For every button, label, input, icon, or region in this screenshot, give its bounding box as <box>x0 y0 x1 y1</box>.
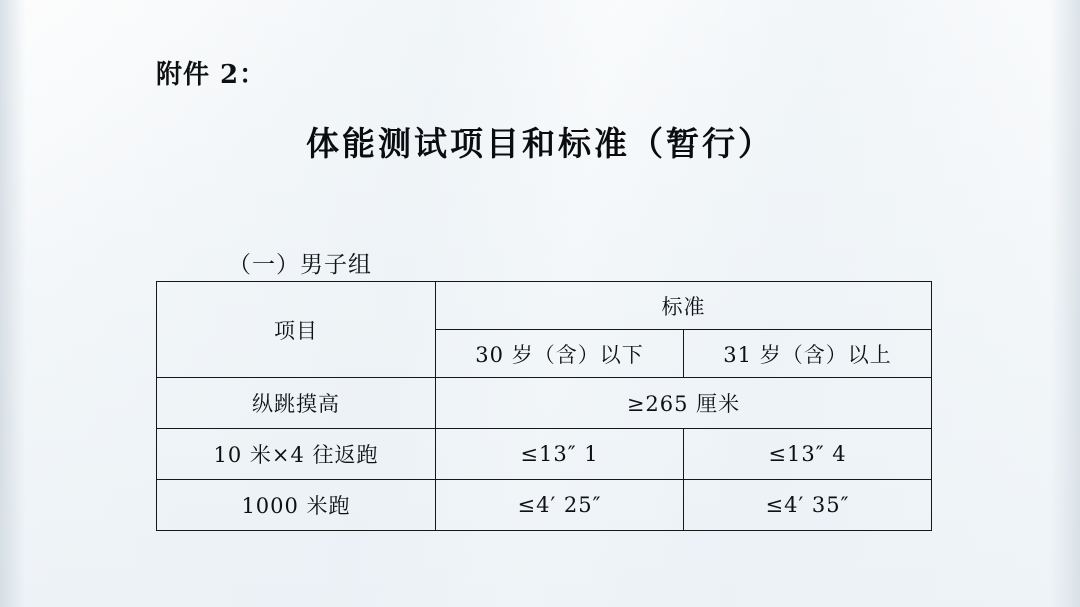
table-cell-value-over: ≤4′ 35″ <box>684 480 932 531</box>
table-header-item: 项目 <box>157 282 436 378</box>
page-title: 体能测试项目和标准（暂行） <box>306 124 774 163</box>
attachment-label: 附件 2： <box>156 60 267 90</box>
table-cell-value-under: ≤13″ 1 <box>436 429 684 480</box>
table-header-standard: 标准 <box>436 282 932 330</box>
table-header-age-over: 31 岁（含）以上 <box>684 330 932 378</box>
table-row <box>157 378 932 429</box>
table-header-row-1 <box>157 282 932 330</box>
table-row <box>157 480 932 531</box>
table-cell-value-under: ≤4′ 25″ <box>436 480 684 531</box>
table-cell-item-name: 1000 米跑 <box>157 480 436 531</box>
table-cell-item-name: 10 米×4 往返跑 <box>157 429 436 480</box>
table-cell-item-name: 纵跳摸高 <box>157 378 436 429</box>
table-header-age-under: 30 岁（含）以下 <box>436 330 684 378</box>
table-cell-value-over: ≤13″ 4 <box>684 429 932 480</box>
section-label-male-group: （一）男子组 <box>228 252 372 278</box>
fitness-standards-table <box>156 281 932 531</box>
table-row <box>157 429 932 480</box>
table-cell-value-merged: ≥265 厘米 <box>436 378 932 429</box>
